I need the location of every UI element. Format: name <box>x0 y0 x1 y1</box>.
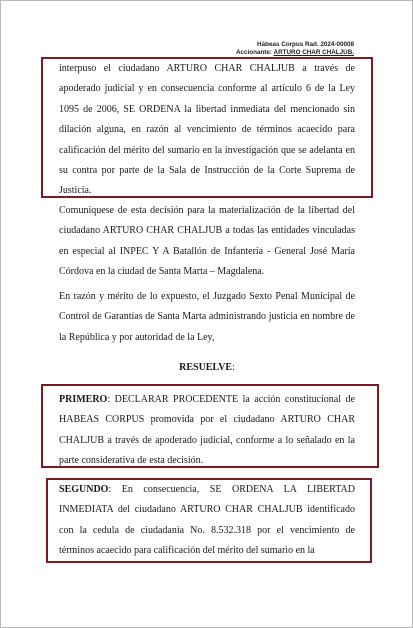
resuelve-heading <box>59 361 355 375</box>
primero-label: PRIMERO <box>59 394 108 405</box>
primero-text: : DECLARAR PROCEDENTE la acción constitucional de HABEAS CORPUS promovida por el ciudadano ARTURO CHAR CHALJUB a través de apoderado judicial, conforme a lo señalado en la parte considerativa de esta decisión. <box>59 394 355 467</box>
plaintiff-label: Accionante: <box>235 49 272 56</box>
paragraph-communication: Comuníquese de esta decisión para la materialización de la libertad del ciudadano ARTURO CHAR CHALJUB a todas las entidades vinculadas en especial al INPEC Y A Batallón de Infantería - General José María Córdova en la ciudad de Santa Marta – Magdalena. <box>59 205 355 278</box>
segundo-label: SEGUNDO <box>59 484 109 495</box>
case-number: Hábeas Corpus Rad. 2024-00008 <box>257 41 354 48</box>
case-header <box>236 41 354 57</box>
plaintiff-name: ARTURO CHAR CHALJUB. <box>273 49 354 56</box>
paragraph-segundo <box>59 480 355 562</box>
paragraph-reasoning: En razón y mérito de lo expuesto, el Juzgado Sexto Penal Municipal de Control de Garantías de Santa Marta administrando justicia en nombre de la República y por autoridad de la Ley, <box>59 291 355 343</box>
resuelve-colon: : <box>232 362 235 373</box>
plaintiff-line <box>236 49 354 57</box>
paragraph-primero <box>59 390 355 472</box>
paragraph-liberty-order: interpuso el ciudadano ARTURO CHAR CHALJUB a través de apoderado judicial y en consecuencia conforme al artículo 6 de la Ley 1095 de 2006, SE ORDENA la libertad inmediata del mencionado sin dilación alguna, en razón al vencimiento de términos acaecido para calificación del mérito del sumario en la investigación que se adelanta en su contra por parte de la Sala de Instrucción de la Corte Suprema de Justicia. <box>59 63 355 197</box>
resuelve-title: RESUELVE <box>179 362 233 373</box>
segundo-text: : En consecuencia, SE ORDENA LA LIBERTAD INMEDIATA del ciudadano ARTURO CHAR CHALJUB identificado con la cedula de ciudadanía No. 8.532.318 por el vencimiento de términos acaecido para calificación del mérito del sumario en la <box>59 484 355 557</box>
